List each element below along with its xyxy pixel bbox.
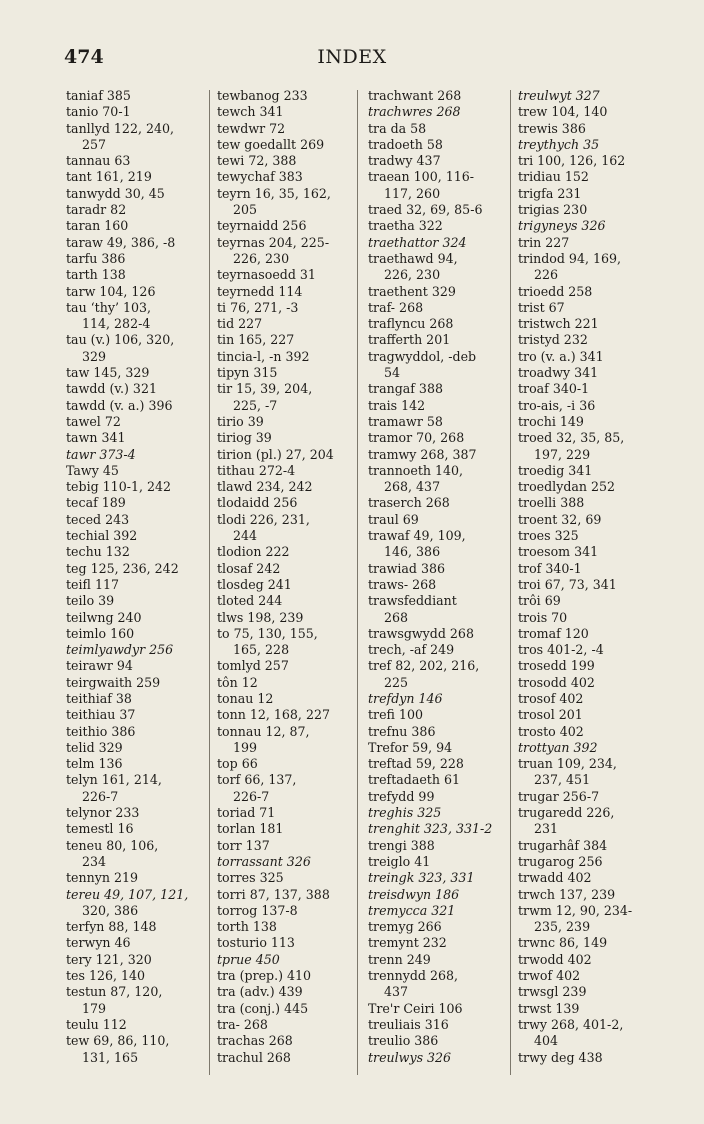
index-entry-continuation: 329 [82,348,107,364]
index-entry: trwm 12, 90, 234- [518,902,633,918]
index-entry-continuation: 226-7 [233,788,270,804]
index-entry-continuation: 226, 230 [384,267,441,283]
index-entry: tlosdeg 241 [217,576,292,592]
page-title: INDEX [317,46,387,68]
index-entry: treingk 323, 331 [368,870,475,886]
index-entry-continuation: 404 [534,1033,559,1049]
index-entry: telynor 233 [66,805,140,821]
index-entry: tarfu 386 [66,250,126,266]
index-entry-continuation: 114, 282-4 [82,316,151,332]
index-entry: tid 227 [217,316,263,332]
index-entry: traean 100, 116- [368,169,475,185]
index-entry: tôn 12 [217,674,258,690]
column-divider [357,90,358,1075]
index-entry: tau (v.) 106, 320, [66,332,175,348]
index-entry: tawdd (v. a.) 396 [66,397,173,413]
index-entry: taran 160 [66,218,129,234]
index-entry: tosturio 113 [217,935,295,951]
index-entry: troes 325 [518,528,579,544]
index-entry: teirawr 94 [66,658,133,674]
index-entry: troedlydan 252 [518,479,616,495]
index-entry: trais 142 [368,397,426,413]
index-entry: tra da 58 [368,120,427,136]
index-entry: Tawy 45 [66,462,119,478]
index-entry: teyrnas 204, 225- [217,234,330,250]
index-column-3 [368,88,502,1066]
index-entry: tradwy 437 [368,153,441,169]
index-entry: trefnu 386 [368,723,436,739]
index-entry-continuation: 320, 386 [82,902,139,918]
index-entry: telid 329 [66,739,123,755]
index-entry: ti 76, 271, -3 [217,299,299,315]
index-entry: tomlyd 257 [217,658,289,674]
index-entry: trwst 139 [518,1000,580,1016]
index-entry: teithio 386 [66,723,136,739]
index-column-2 [217,88,351,1066]
index-entry: tra (prep.) 410 [217,968,312,984]
page-number: 474 [64,46,104,68]
index-entry: tramor 70, 268 [368,430,465,446]
index-entry: tradoeth 58 [368,136,443,152]
index-entry: torri 87, 137, 388 [217,886,330,902]
index-entry: tennyn 219 [66,870,139,886]
index-entry: teced 243 [66,511,130,527]
index-entry: tawel 72 [66,413,121,429]
index-entry-continuation: 165, 228 [233,642,290,658]
index-entry: Trefor 59, 94 [368,739,453,755]
index-entry: traf- 268 [368,299,424,315]
index-entry: tro (v. a.) 341 [518,348,604,364]
index-entry: tarw 104, 126 [66,283,156,299]
index-entry: teg 125, 236, 242 [66,560,179,576]
index-entry: trosof 402 [518,690,584,706]
index-entry: tprue 450 [217,951,280,967]
index-entry-continuation: 199 [233,739,258,755]
index-entry: trew 104, 140 [518,104,608,120]
index-entry: trosedd 199 [518,658,595,674]
index-entry: trugarog 256 [518,853,603,869]
index-entry: torlan 181 [217,821,284,837]
index-entry: trosol 201 [518,707,583,723]
index-entry-continuation: 226 [534,267,559,283]
index-entry: to 75, 130, 155, [217,625,318,641]
index-entry: taw 145, 329 [66,365,150,381]
column-divider [209,90,210,1075]
index-entry: tra (adv.) 439 [217,984,303,1000]
index-entry: trugarhâf 384 [518,837,608,853]
index-entry-continuation: 237, 451 [534,772,591,788]
index-entry: trôi 69 [518,593,561,609]
index-entry: tewi 72, 388 [217,153,297,169]
index-entry: teilo 39 [66,593,115,609]
index-entry: trwch 137, 239 [518,886,616,902]
index-entry: trosodd 402 [518,674,595,690]
index-entry: tew 69, 86, 110, [66,1033,170,1049]
index-entry: tewch 341 [217,104,284,120]
index-entry: treulwys 326 [368,1049,452,1065]
index-entry: troed 32, 35, 85, [518,430,625,446]
index-entry: tincia-l, -n 392 [217,348,310,364]
index-entry: trigfa 231 [518,185,582,201]
index-entry: trwy 268, 401-2, [518,1016,624,1032]
index-entry: traul 69 [368,511,419,527]
index-entry: tawdd (v.) 321 [66,381,157,397]
index-entry: trugar 256-7 [518,788,600,804]
index-entry-continuation: 268 [384,609,409,625]
index-entry: trwsgl 239 [518,984,587,1000]
index-entry: treuliais 316 [368,1016,449,1032]
index-entry: trewis 386 [518,120,586,136]
index-entry: treftadaeth 61 [368,772,460,788]
index-entry: trwnc 86, 149 [518,935,608,951]
index-entry: tremyg 266 [368,919,442,935]
column-divider [510,90,511,1075]
index-entry-continuation: 437 [384,984,409,1000]
index-entry: trwof 402 [518,968,581,984]
index-entry: tlawd 234, 242 [217,479,313,495]
index-entry-continuation: 257 [82,136,107,152]
index-entry: trech, -af 249 [368,642,455,658]
index-entry-continuation: 197, 229 [534,446,591,462]
index-entry: trwodd 402 [518,951,592,967]
index-entry: trachul 268 [217,1049,291,1065]
index-entry: trwy deg 438 [518,1049,603,1065]
index-entry: trin 227 [518,234,570,250]
index-entry: trenghit 323, 331-2 [368,821,493,837]
index-entry: trannoeth 140, [368,462,464,478]
index-entry: tristyd 232 [518,332,588,348]
index-entry: trachwant 268 [368,88,462,103]
index-entry: tros 401-2, -4 [518,642,604,658]
index-entry-continuation: 225 [384,674,409,690]
index-entry: tipyn 315 [217,365,278,381]
index-entry: tra (conj.) 445 [217,1000,309,1016]
index-entry: tramwy 268, 387 [368,446,477,462]
index-entry: traws- 268 [368,576,437,592]
index-entry: Tre'r Ceiri 106 [368,1000,463,1016]
index-entry: tecaf 189 [66,495,126,511]
index-entry: troi 67, 73, 341 [518,576,617,592]
index-entry: traethawd 94, [368,250,458,266]
index-entry: trindod 94, 169, [518,250,622,266]
index-entry: tirion (pl.) 27, 204 [217,446,334,462]
index-entry: trof 340-1 [518,560,582,576]
index-entry: troadwy 341 [518,365,599,381]
index-entry: tremycca 321 [368,902,456,918]
index-entry: taniaf 385 [66,88,131,103]
index-entry: traserch 268 [368,495,450,511]
index-entry: tin 165, 227 [217,332,295,348]
index-entry: troelli 388 [518,495,585,511]
index-entry: tref 82, 202, 216, [368,658,480,674]
index-entry: torr 137 [217,837,270,853]
index-entry: tery 121, 320 [66,951,152,967]
index-entry: traethent 329 [368,283,456,299]
index-entry: tra- 268 [217,1016,268,1032]
index-entry: tonnau 12, 87, [217,723,310,739]
index-entry: tau ‘thy’ 103, [66,299,152,315]
index-entry: tloted 244 [217,593,283,609]
index-entry: tereu 49, 107, 121, [66,886,189,902]
index-entry: tant 161, 219 [66,169,152,185]
index-entry: teirgwaith 259 [66,674,161,690]
index-entry: tithau 272-4 [217,462,296,478]
index-column-1 [66,88,202,1066]
index-entry: tirio 39 [217,413,264,429]
index-entry: treulio 386 [368,1033,439,1049]
index-entry: techu 132 [66,544,130,560]
index-entry-continuation: 226, 230 [233,250,290,266]
index-entry-continuation: 117, 260 [384,185,441,201]
index-entry: troaf 340-1 [518,381,590,397]
index-entry: tonau 12 [217,690,274,706]
index-entry: treghis 325 [368,805,442,821]
index-entry: trigyneys 326 [518,218,606,234]
index-entry: tri 100, 126, 162 [518,153,626,169]
index-entry: trosto 402 [518,723,584,739]
index-entry: taraw 49, 386, -8 [66,234,176,250]
index-entry-continuation: 231 [534,821,559,837]
index-entry: troedig 341 [518,462,593,478]
index-entry: temestl 16 [66,821,134,837]
index-entry: traetha 322 [368,218,443,234]
index-entry: trangaf 388 [368,381,443,397]
index-entry: tlws 198, 239 [217,609,304,625]
index-entry: tramawr 58 [368,413,443,429]
index-entry: teimlo 160 [66,625,135,641]
index-entry: treftad 59, 228 [368,756,464,772]
index-entry: trawiad 386 [368,560,446,576]
index-entry: tewdwr 72 [217,120,286,136]
index-entry: tawn 341 [66,430,126,446]
index-entry: tewychaf 383 [217,169,303,185]
index-entry: treythych 35 [518,136,600,152]
index-entry: tremynt 232 [368,935,447,951]
index-entry: trawsfeddiant [368,593,457,609]
index-entry: trawaf 49, 109, [368,528,466,544]
index-entry: trochi 149 [518,413,584,429]
index-entry: teithiau 37 [66,707,136,723]
index-entry: teyrnaidd 256 [217,218,307,234]
index-entry: teilwng 240 [66,609,142,625]
index-entry: tlodion 222 [217,544,290,560]
index-entry: tes 126, 140 [66,968,146,984]
index-entry: torres 325 [217,870,284,886]
index-entry: tromaf 120 [518,625,589,641]
index-entry: tir 15, 39, 204, [217,381,313,397]
index-entry: terfyn 88, 148 [66,919,157,935]
index-entry: tlosaf 242 [217,560,281,576]
index-entry: torrog 137-8 [217,902,298,918]
index-entry: traflyncu 268 [368,316,454,332]
index-entry: toriad 71 [217,805,276,821]
index-entry: torrassant 326 [217,853,311,869]
index-entry: tiriog 39 [217,430,272,446]
index-entry: trafferth 201 [368,332,451,348]
index-entry: trefi 100 [368,707,423,723]
index-entry-continuation: 54 [384,365,401,381]
index-entry: tebig 110-1, 242 [66,479,172,495]
index-entry: testun 87, 120, [66,984,163,1000]
index-entry: top 66 [217,756,258,772]
index-column-4 [518,88,654,1066]
index-entry: tlodaidd 256 [217,495,298,511]
index-entry: trennydd 268, [368,968,459,984]
index-entry: torf 66, 137, [217,772,297,788]
index-entry: telm 136 [66,756,123,772]
index-entry: truan 109, 234, [518,756,617,772]
index-entry: tlodi 226, 231, [217,511,310,527]
index-entry: trottyan 392 [518,739,598,755]
index-entry-continuation: 235, 239 [534,919,591,935]
index-entry: trugaredd 226, [518,805,615,821]
index-entry: tragwyddol, -deb [368,348,477,364]
index-entry: tarth 138 [66,267,126,283]
index-entry: techial 392 [66,528,138,544]
index-entry: trenn 249 [368,951,431,967]
index-entry: traethattor 324 [368,234,467,250]
index-entry: terwyn 46 [66,935,131,951]
index-entry: tannau 63 [66,153,131,169]
index-entry: teneu 80, 106, [66,837,159,853]
index-entry: teyrnasoedd 31 [217,267,316,283]
index-entry: torth 138 [217,919,277,935]
index-entry-continuation: 225, -7 [233,397,278,413]
index-entry: trois 70 [518,609,568,625]
index-entry: telyn 161, 214, [66,772,162,788]
index-entry: teulu 112 [66,1016,127,1032]
index-entry: tew goedallt 269 [217,136,325,152]
index-entry: tro-ais, -i 36 [518,397,596,413]
index-entry: treiglo 41 [368,853,431,869]
index-entry-continuation: 146, 386 [384,544,441,560]
index-entry: trefdyn 146 [368,690,443,706]
index-entry-continuation: 234 [82,853,107,869]
index-entry: teimlyawdyr 256 [66,642,174,658]
index-entry: trawsgwydd 268 [368,625,474,641]
index-entry: teifl 117 [66,576,119,592]
index-entry-continuation: 226-7 [82,788,119,804]
index-entry: trigias 230 [518,202,588,218]
index-entry: teithiaf 38 [66,690,132,706]
index-entry: tawr 373-4 [66,446,136,462]
index-entry: treulwyt 327 [518,88,600,103]
index-entry: trachas 268 [217,1033,293,1049]
index-entry: tanllyd 122, 240, [66,120,175,136]
index-entry: traed 32, 69, 85-6 [368,202,483,218]
index-entry: teyrnedd 114 [217,283,303,299]
index-entry: tridiau 152 [518,169,589,185]
index-entry: trefydd 99 [368,788,435,804]
index-entry: tonn 12, 168, 227 [217,707,330,723]
index-entry: trengi 388 [368,837,435,853]
index-entry: trist 67 [518,299,565,315]
index-entry: tewbanog 233 [217,88,308,103]
index-entry: treisdwyn 186 [368,886,460,902]
index-entry-continuation: 131, 165 [82,1049,139,1065]
index-entry-continuation: 244 [233,528,258,544]
index-entry: troesom 341 [518,544,599,560]
index-entry: teyrn 16, 35, 162, [217,185,331,201]
index-entry: tanio 70-1 [66,104,131,120]
index-entry-continuation: 205 [233,202,258,218]
index-entry-continuation: 268, 437 [384,479,441,495]
index-entry-continuation: 179 [82,1000,107,1016]
index-entry: trwadd 402 [518,870,592,886]
index-entry: taradr 82 [66,202,127,218]
index-entry: tanwydd 30, 45 [66,185,165,201]
index-entry: trachwres 268 [368,104,461,120]
index-entry: troent 32, 69 [518,511,602,527]
index-entry: trioedd 258 [518,283,593,299]
index-entry: tristwch 221 [518,316,599,332]
